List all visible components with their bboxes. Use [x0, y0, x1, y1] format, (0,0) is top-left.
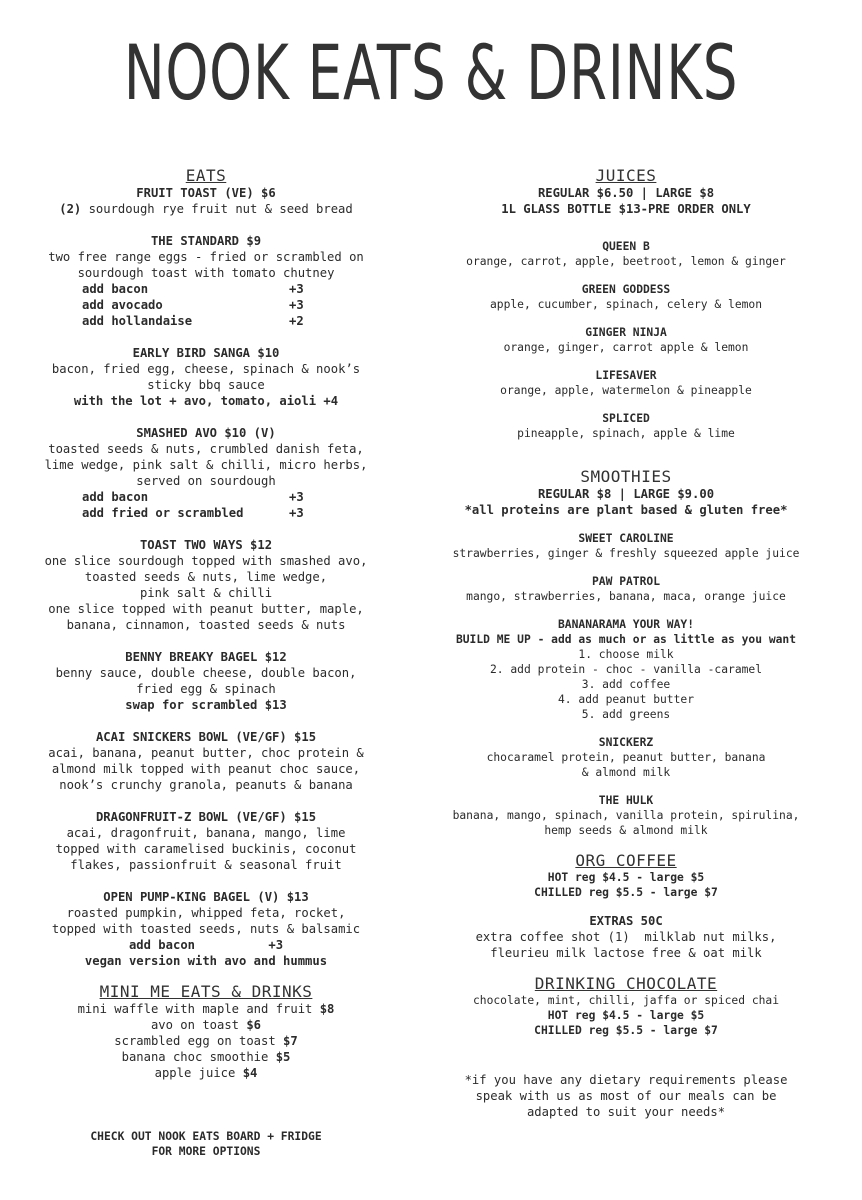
item-price: $7 [283, 1034, 298, 1048]
addon-row [20, 281, 392, 297]
build-step: 2. add protein - choc - vanilla -caramel [489, 663, 763, 676]
coffee-heading: ORG COFFEE [575, 851, 677, 870]
item-name: TOAST TWO WAYS $12 [139, 538, 273, 552]
coffee-chilled-price: CHILLED reg $5.5 - large $7 [534, 886, 718, 899]
mini-me-heading: MINI ME EATS & DRINKS [99, 982, 313, 1001]
item-name: EXTRAS 50C [589, 914, 663, 928]
item-desc-line: topped with toasted seeds, nuts & balsamic [51, 922, 361, 936]
smoothie-bananarama [445, 617, 807, 722]
item-desc-line: fleurieu milk lactose free & oat milk [490, 946, 762, 960]
list-item [20, 1017, 392, 1033]
item-name: SNICKERZ [598, 736, 654, 749]
menu-item-the-standard [20, 233, 392, 329]
addon-price: +3 [289, 282, 304, 296]
footer-note-line: FOR MORE OPTIONS [151, 1145, 261, 1158]
item-desc [20, 201, 392, 217]
item-desc-line: toasted seeds & nuts, lime wedge, [84, 570, 328, 584]
item-desc-line: fried egg & spinach [136, 682, 276, 696]
menu-title: NOOK EATS & DRINKS [123, 28, 739, 117]
item-extra: with the lot + avo, tomato, aioli +4 [73, 394, 339, 408]
item-extra: swap for scrambled $13 [125, 698, 287, 712]
menu-item-early-bird-sanga [20, 345, 392, 409]
item-name: mini waffle with maple and fruit [77, 1002, 320, 1016]
item-name: apple juice [154, 1066, 243, 1080]
item-name: BANANARAMA YOUR WAY! [557, 618, 695, 631]
juices-heading: JUICES [595, 166, 657, 185]
item-qty: (2) [59, 202, 82, 216]
item-name: PAW PATROL [591, 575, 660, 588]
item-name: banana choc smoothie [121, 1050, 276, 1064]
item-desc-line: acai, banana, peanut butter, choc protein & [48, 746, 364, 760]
list-item [20, 1065, 392, 1081]
item-name: BENNY BREAKY BAGEL $12 [125, 650, 287, 664]
item-price: $4 [242, 1066, 258, 1080]
item-price: $8 [319, 1002, 335, 1016]
dietary-note-line: speak with us as most of our meals can be [475, 1089, 777, 1103]
item-subtitle: BUILD ME UP - add as much or as little as you want [455, 633, 797, 646]
addon-row [20, 313, 392, 329]
item-name: THE HULK [598, 794, 654, 807]
build-step: 4. add peanut butter [557, 693, 695, 706]
juices-price-line: REGULAR $6.50 | LARGE $8 [537, 186, 715, 200]
addon-name: add avocado [82, 298, 163, 312]
item-price: $6 [246, 1018, 262, 1032]
item-desc-line: banana, mango, spinach, vanilla protein, spirulina, [452, 809, 800, 822]
addon-price: +2 [289, 314, 304, 328]
smoothies-price-line: REGULAR $8 | LARGE $9.00 [537, 487, 715, 501]
item-desc-line: sourdough toast with tomato chutney [77, 266, 335, 280]
menu-item-dragonfruit-z-bowl [20, 809, 392, 873]
menu-item-open-pump-king-bagel [20, 889, 392, 969]
menu-item-acai-snickers-bowl [20, 729, 392, 793]
chocolate-hot-price: HOT reg $4.5 - large $5 [547, 1009, 705, 1022]
chocolate-chilled-price: CHILLED reg $5.5 - large $7 [534, 1024, 718, 1037]
addon-name: add fried or scrambled [82, 506, 244, 520]
item-desc-line: one slice topped with peanut butter, maple, [48, 602, 364, 616]
item-desc-text: sourdough rye fruit nut & seed bread [81, 202, 353, 216]
item-desc-line: benny sauce, double cheese, double bacon, [55, 666, 357, 680]
item-name: EARLY BIRD SANGA $10 [132, 346, 280, 360]
juice-lifesaver [445, 368, 807, 398]
item-desc-line: nook’s crunchy granola, peanuts & banana [59, 778, 353, 792]
addon-name: add hollandaise [82, 314, 193, 328]
item-desc-line: topped with caramelised buckinis, coconut [55, 842, 357, 856]
item-extra: vegan version with avo and hummus [84, 954, 328, 968]
smoothie-the-hulk [445, 793, 807, 838]
item-desc-line: pink salt & chilli [139, 586, 273, 600]
item-desc: apple, cucumber, spinach, celery & lemon [489, 298, 763, 311]
item-name: FRUIT TOAST (VE) $6 [136, 186, 276, 200]
menu-item-benny-breaky-bagel [20, 649, 392, 713]
item-name: ACAI SNICKERS BOWL (VE/GF) $15 [95, 730, 317, 744]
item-desc-line: flakes, passionfruit & seasonal fruit [70, 858, 342, 872]
drinks-column [445, 166, 807, 1120]
item-desc-line: sticky bbq sauce [147, 378, 265, 392]
menu-item-fruit-toast [20, 185, 392, 217]
coffee-hot-price: HOT reg $4.5 - large $5 [547, 871, 705, 884]
menu-item-smashed-avo [20, 425, 392, 521]
item-desc-line: bacon, fried egg, cheese, spinach & nook’s [51, 362, 361, 376]
item-addon: add bacon +3 [128, 938, 284, 952]
eats-column [20, 166, 392, 1159]
item-name: GINGER NINJA [585, 326, 667, 339]
addon-row [20, 489, 392, 505]
extras [445, 913, 807, 961]
juice-ginger-ninja [445, 325, 807, 355]
list-item [20, 1049, 392, 1065]
item-name: SMASHED AVO $10 (V) [136, 426, 276, 440]
item-name: SWEET CAROLINE [578, 532, 674, 545]
eats-heading: EATS [185, 166, 227, 185]
list-item [20, 1001, 392, 1017]
item-name: avo on toast [150, 1018, 247, 1032]
item-desc: mango, strawberries, banana, maca, orange juice [466, 590, 786, 603]
drinking-chocolate-heading: DRINKING CHOCOLATE [534, 974, 718, 993]
item-price: $5 [275, 1050, 291, 1064]
item-desc-line: extra coffee shot (1) milklab nut milks, [475, 930, 777, 944]
smoothies-heading: SMOOTHIES [580, 467, 672, 486]
item-name: GREEN GODDESS [581, 283, 671, 296]
item-name: THE STANDARD $9 [150, 234, 262, 248]
item-desc: orange, carrot, apple, beetroot, lemon & ginger [466, 255, 786, 268]
build-step: 5. add greens [581, 708, 671, 721]
smoothie-snickerz [445, 735, 807, 780]
addon-name: add bacon [82, 490, 149, 504]
item-desc-line: toasted seeds & nuts, crumbled danish feta, [48, 442, 364, 456]
smoothie-paw-patrol [445, 574, 807, 604]
item-desc-line: served on sourdough [136, 474, 276, 488]
smoothies-note: *all proteins are plant based & gluten free* [464, 503, 788, 517]
juice-spliced [445, 411, 807, 441]
chocolate-flavours: chocolate, mint, chilli, jaffa or spiced chai [472, 994, 780, 1007]
item-desc-line: acai, dragonfruit, banana, mango, lime [66, 826, 346, 840]
item-desc-line: banana, cinnamon, toasted seeds & nuts [66, 618, 346, 632]
build-step: 1. choose milk [578, 648, 674, 661]
addon-price: +3 [289, 490, 304, 504]
item-desc-line: roasted pumpkin, whipped feta, rocket, [66, 906, 346, 920]
mini-me-list [20, 1001, 392, 1081]
juice-green-goddess [445, 282, 807, 312]
item-name: QUEEN B [602, 240, 650, 253]
build-step: 3. add coffee [581, 678, 671, 691]
item-desc-line: hemp seeds & almond milk [544, 824, 708, 837]
smoothie-sweet-caroline [445, 531, 807, 561]
addon-row [20, 297, 392, 313]
dietary-note-line: *if you have any dietary requirements please [464, 1073, 788, 1087]
item-desc: pineapple, spinach, apple & lime [517, 427, 735, 440]
item-desc-line: one slice sourdough topped with smashed avo, [44, 554, 368, 568]
item-desc-line: & almond milk [581, 766, 671, 779]
item-name: OPEN PUMP-KING BAGEL (V) $13 [103, 890, 309, 904]
juices-price-line: 1L GLASS BOTTLE $13-PRE ORDER ONLY [501, 202, 751, 216]
item-desc: orange, apple, watermelon & pineapple [500, 384, 752, 397]
addon-row [20, 505, 392, 521]
item-desc-line: almond milk topped with peanut choc sauce, [51, 762, 361, 776]
footer-note-line: CHECK OUT NOOK EATS BOARD + FRIDGE [90, 1130, 322, 1143]
item-name: LIFESAVER [595, 369, 657, 382]
item-desc-line: lime wedge, pink salt & chilli, micro herbs, [44, 458, 368, 472]
dietary-note-line: adapted to suit your needs* [526, 1105, 726, 1119]
juice-queen-b [445, 239, 807, 269]
item-desc-line: chocaramel protein, peanut butter, banana [486, 751, 766, 764]
list-item [20, 1033, 392, 1049]
item-desc: strawberries, ginger & freshly squeezed apple juice [452, 547, 800, 560]
menu-item-toast-two-ways [20, 537, 392, 633]
addon-name: add bacon [82, 282, 149, 296]
item-name: scrambled egg on toast [114, 1034, 284, 1048]
addon-price: +3 [289, 298, 304, 312]
item-desc: orange, ginger, carrot apple & lemon [503, 341, 749, 354]
item-name: DRAGONFRUIT-Z BOWL (VE/GF) $15 [95, 810, 317, 824]
item-desc-line: two free range eggs - fried or scrambled on [48, 250, 364, 264]
item-name: SPLICED [602, 412, 650, 425]
addon-price: +3 [289, 506, 304, 520]
